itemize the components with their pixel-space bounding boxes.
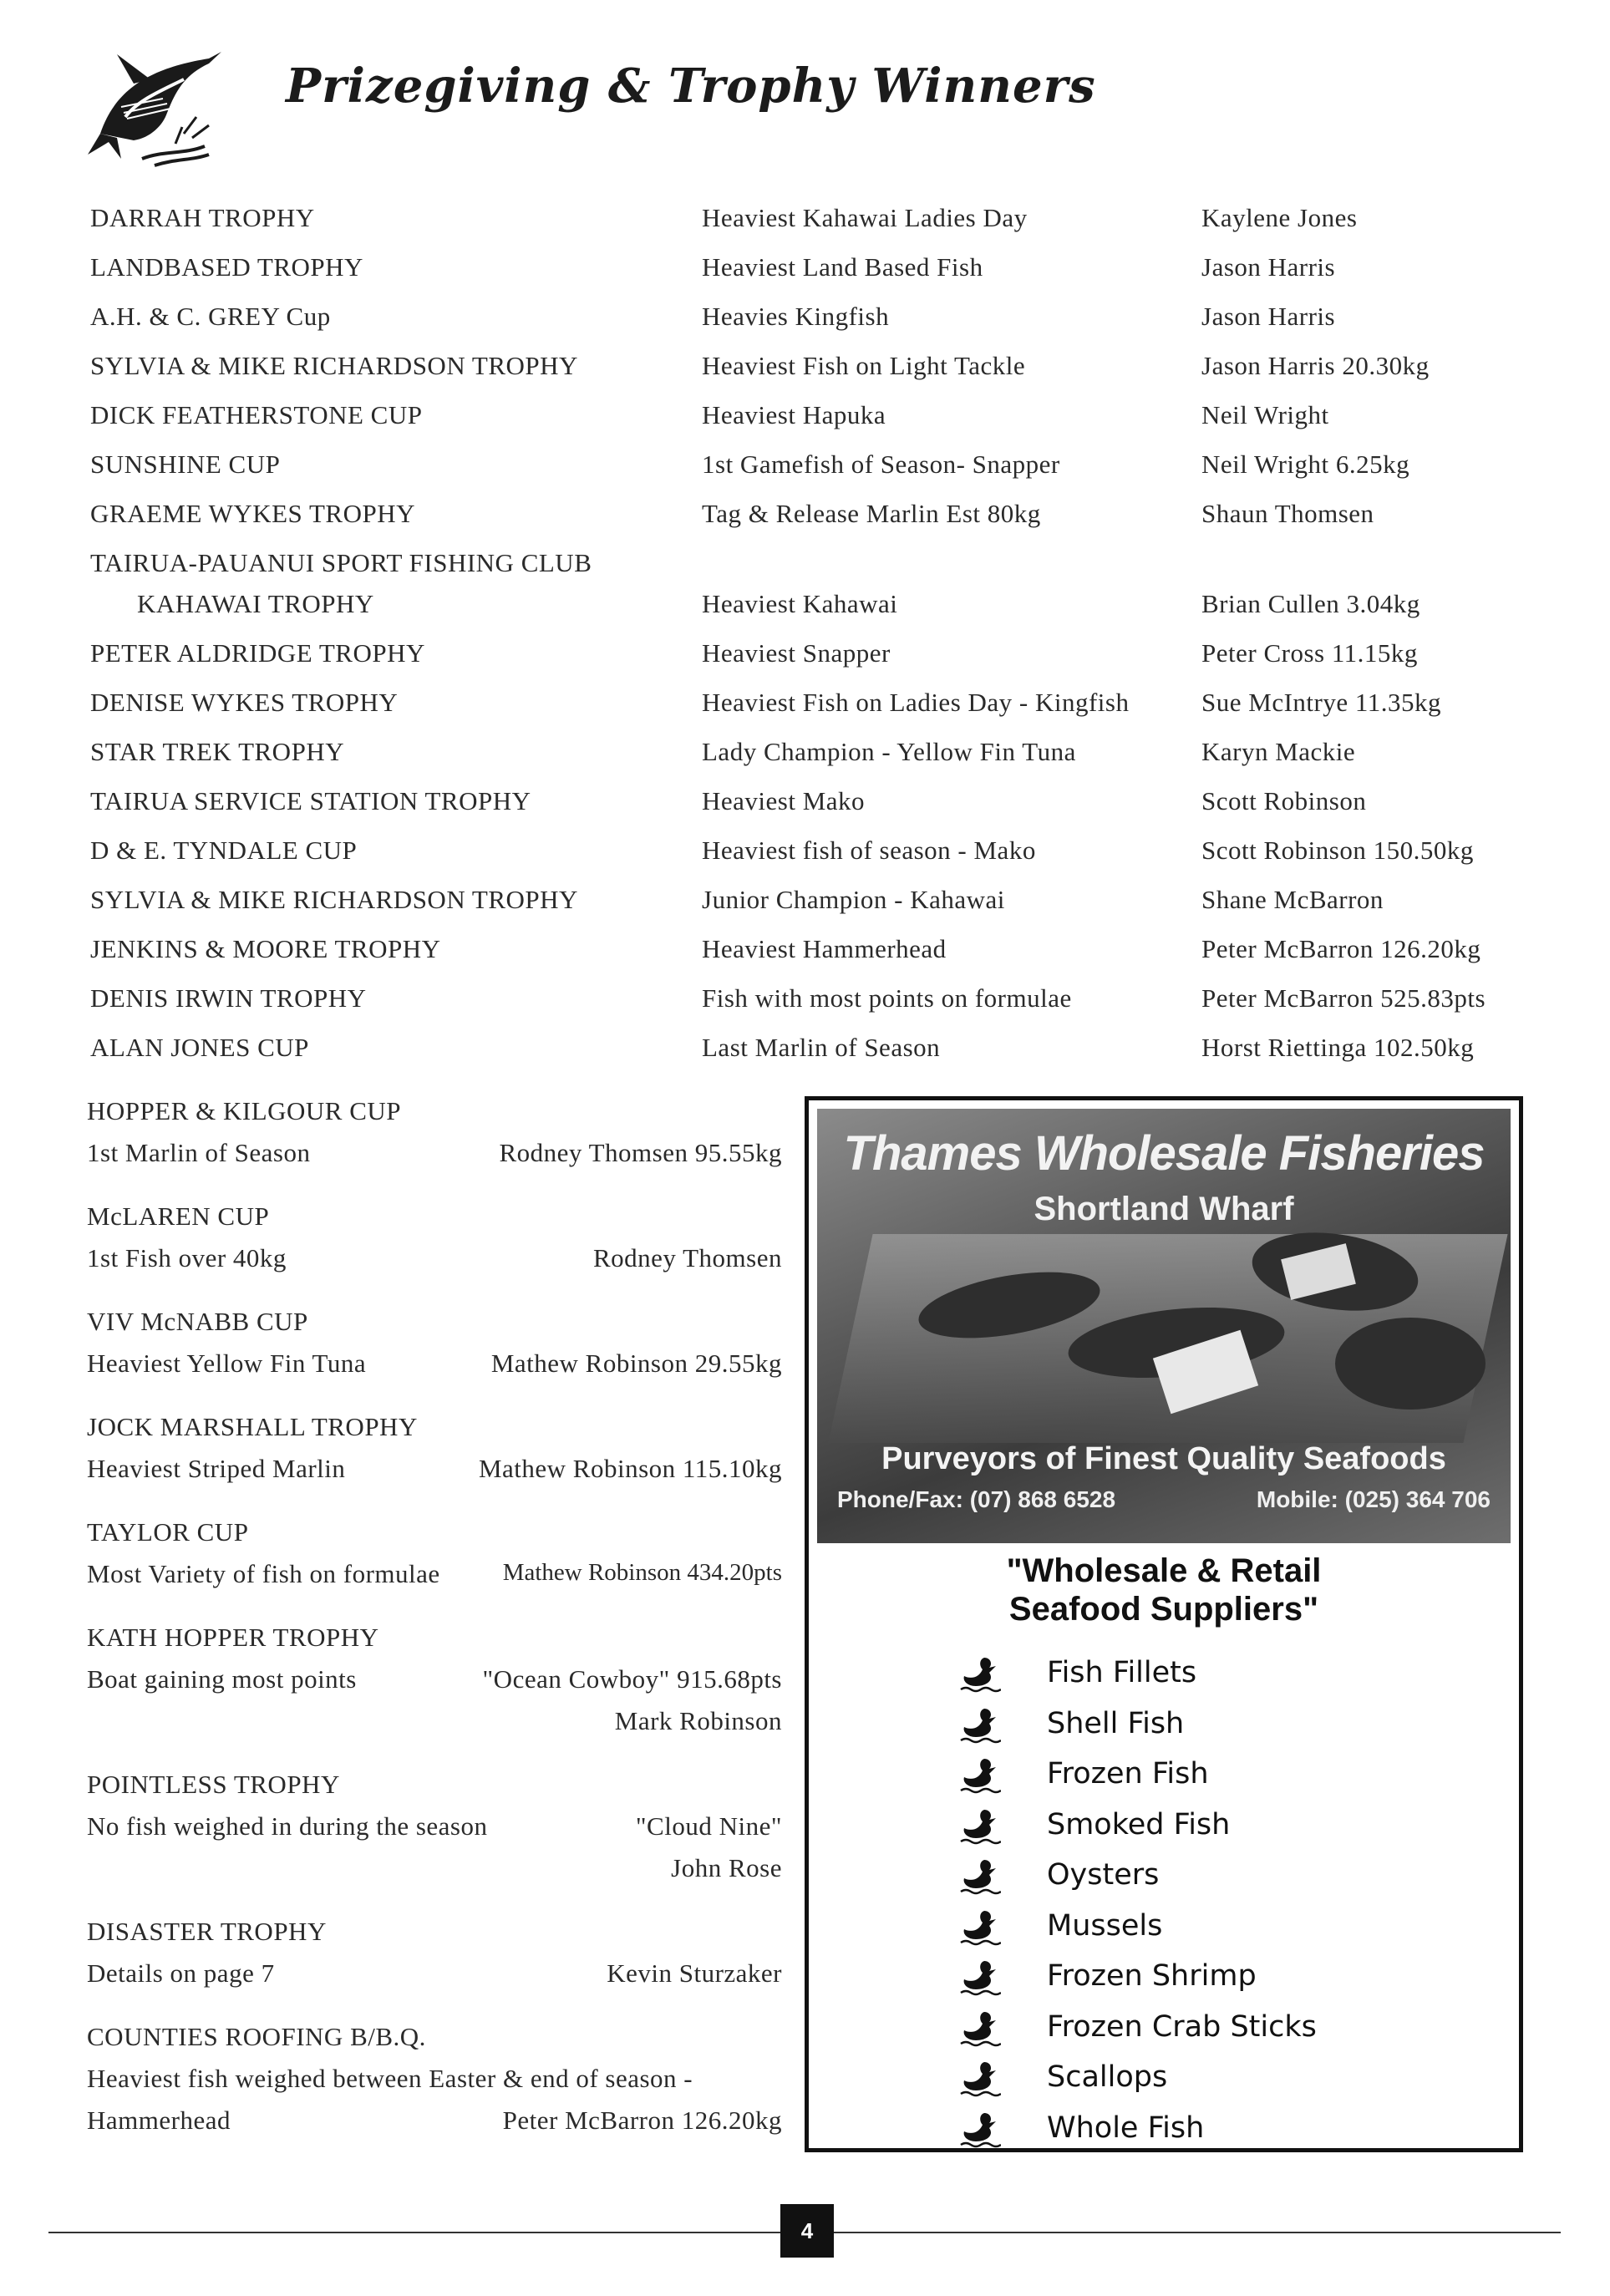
table-row	[0, 548, 1610, 587]
award-entry	[87, 1517, 782, 1601]
trophy-name: STAR TREK TROPHY	[90, 737, 345, 766]
marlin-logo-icon	[84, 33, 226, 167]
table-row	[0, 737, 1610, 775]
page-title: Prizegiving & Trophy Winners	[286, 58, 1096, 114]
product-label: Frozen Fish	[1047, 1757, 1209, 1791]
trophy-category: Heaviest Kahawai	[702, 589, 898, 618]
list-item	[959, 1850, 1317, 1901]
award-description: Heaviest Striped Marlin	[87, 1454, 346, 1483]
ad-tagline-line: "Wholesale & Retail	[1006, 1552, 1322, 1589]
award-winner-skipper: John Rose	[671, 1853, 782, 1882]
product-list	[959, 1648, 1317, 2153]
trophy-name: D & E. TYNDALE CUP	[90, 836, 358, 865]
award-winner: Peter McBarron 126.20kg	[502, 2106, 782, 2135]
award-name: COUNTIES ROOFING B/B.Q.	[87, 2022, 426, 2051]
list-item	[959, 2052, 1317, 2103]
ad-phone: Phone/Fax: (07) 868 6528	[837, 1486, 1116, 1512]
list-item	[959, 1951, 1317, 2002]
award-name: KATH HOPPER TROPHY	[87, 1623, 379, 1652]
trophy-category: Heaviest fish of season - Mako	[702, 836, 1036, 865]
trophy-category: Heaviest Land Based Fish	[702, 252, 983, 282]
ad-tagline	[809, 1552, 1519, 1628]
trophy-name: LANDBASED TROPHY	[90, 252, 363, 282]
award-name: JOCK MARSHALL TROPHY	[87, 1412, 418, 1441]
duck-bullet-icon	[959, 1857, 1001, 1895]
award-name: TAYLOR CUP	[87, 1517, 249, 1547]
award-winner-skipper: Mark Robinson	[614, 1706, 782, 1735]
ad-tagline-line: Seafood Suppliers"	[1008, 1591, 1319, 1628]
award-name: McLAREN CUP	[87, 1201, 270, 1231]
table-row	[0, 934, 1610, 973]
award-entry	[87, 1770, 782, 1895]
award-description: Heaviest Yellow Fin Tuna	[87, 1349, 367, 1378]
table-row	[0, 786, 1610, 825]
ad-location: Shortland Wharf	[1034, 1191, 1294, 1227]
award-description: Most Variety of fish on formulae	[87, 1559, 440, 1588]
trophy-category: Heaviest Hapuka	[702, 400, 886, 429]
table-row	[0, 499, 1610, 537]
product-label: Oysters	[1047, 1858, 1160, 1892]
trophy-winner: Jason Harris	[1201, 302, 1336, 331]
trophy-winner: Scott Robinson	[1201, 786, 1367, 815]
award-winner: Rodney Thomsen 95.55kg	[499, 1138, 782, 1167]
trophy-category: Tag & Release Marlin Est 80kg	[702, 499, 1041, 528]
ad-photo	[817, 1109, 1511, 1543]
table-row	[0, 638, 1610, 677]
duck-bullet-icon	[959, 1755, 1001, 1794]
trophy-winner: Shaun Thomsen	[1201, 499, 1374, 528]
trophy-category: Heavies Kingfish	[702, 302, 890, 331]
trophy-winner: Neil Wright	[1201, 400, 1329, 429]
trophy-category: 1st Gamefish of Season- Snapper	[702, 450, 1060, 479]
list-item	[959, 1901, 1317, 1952]
table-row	[0, 885, 1610, 923]
table-row	[0, 252, 1610, 291]
trophy-name: SUNSHINE CUP	[90, 450, 281, 479]
trophy-name: JENKINS & MOORE TROPHY	[90, 934, 441, 963]
award-name: VIV McNABB CUP	[87, 1307, 308, 1336]
list-item	[959, 1749, 1317, 1800]
table-row	[0, 351, 1610, 389]
trophy-winner: Peter McBarron 126.20kg	[1201, 934, 1481, 963]
list-item	[959, 2103, 1317, 2154]
product-label: Scallops	[1047, 2060, 1168, 2094]
award-name: POINTLESS TROPHY	[87, 1770, 340, 1799]
list-item	[959, 1648, 1317, 1699]
award-description: Heaviest fish weighed between Easter & end of season -	[87, 2064, 693, 2093]
award-winner: Kevin Sturzaker	[607, 1958, 782, 1988]
product-label: Mussels	[1047, 1908, 1163, 1943]
trophy-category: Junior Champion - Kahawai	[702, 885, 1005, 914]
trophy-category: Fish with most points on formulae	[702, 983, 1072, 1013]
list-item	[959, 2002, 1317, 2053]
product-label: Fish Fillets	[1047, 1656, 1197, 1689]
trophy-name: DARRAH TROPHY	[90, 203, 315, 232]
trophy-name: ALAN JONES CUP	[90, 1033, 309, 1062]
award-entry	[87, 2022, 782, 2147]
award-description-continued: Hammerhead	[87, 2106, 231, 2135]
trophy-name-continued: KAHAWAI TROPHY	[137, 589, 374, 618]
trophy-category: Lady Champion - Yellow Fin Tuna	[702, 737, 1076, 766]
trophy-name: SYLVIA & MIKE RICHARDSON TROPHY	[90, 885, 578, 914]
trophy-winner: Horst Riettinga 102.50kg	[1201, 1033, 1475, 1062]
award-entry	[87, 1412, 782, 1496]
duck-bullet-icon	[959, 2009, 1001, 2047]
trophy-name: DENIS IRWIN TROPHY	[90, 983, 367, 1013]
award-name: HOPPER & KILGOUR CUP	[87, 1096, 402, 1125]
trophy-category: Heaviest Mako	[702, 786, 866, 815]
duck-bullet-icon	[959, 1705, 1001, 1744]
award-entry	[87, 1096, 782, 1180]
trophy-name: TAIRUA-PAUANUI SPORT FISHING CLUB	[90, 548, 592, 577]
award-description: Details on page 7	[87, 1958, 275, 1988]
duck-bullet-icon	[959, 1907, 1001, 1946]
ad-slogan: Purveyors of Finest Quality Seafoods	[881, 1441, 1446, 1476]
ad-mobile: Mobile: (025) 364 706	[1256, 1486, 1491, 1512]
product-label: Frozen Crab Sticks	[1047, 2009, 1317, 2044]
award-entry	[87, 1307, 782, 1390]
trophy-name: TAIRUA SERVICE STATION TROPHY	[90, 786, 531, 815]
table-row	[0, 983, 1610, 1022]
award-entry	[87, 1917, 782, 2000]
trophy-name: DICK FEATHERSTONE CUP	[90, 400, 423, 429]
table-row	[0, 203, 1610, 241]
award-winner: Mathew Robinson 115.10kg	[478, 1454, 782, 1483]
duck-bullet-icon	[959, 1654, 1001, 1693]
product-label: Whole Fish	[1047, 2111, 1205, 2145]
ad-business-name: Thames Wholesale Fisheries	[843, 1126, 1485, 1181]
award-winner: Mathew Robinson 434.20pts	[502, 1559, 782, 1586]
award-description: Boat gaining most points	[87, 1664, 357, 1694]
trophy-winner: Brian Cullen 3.04kg	[1201, 589, 1420, 618]
table-row	[0, 400, 1610, 439]
duck-bullet-icon	[959, 1806, 1001, 1845]
trophy-category: Heaviest Kahawai Ladies Day	[702, 203, 1028, 232]
trophy-winner: Kaylene Jones	[1201, 203, 1358, 232]
trophy-winner: Peter Cross 11.15kg	[1201, 638, 1418, 668]
list-item	[959, 1800, 1317, 1851]
product-label: Shell Fish	[1047, 1706, 1185, 1740]
duck-bullet-icon	[959, 2059, 1001, 2097]
trophy-category: Heaviest Snapper	[702, 638, 891, 668]
trophy-winner: Jason Harris	[1201, 252, 1336, 282]
trophy-winner: Jason Harris 20.30kg	[1201, 351, 1430, 380]
trophy-name: A.H. & C. GREY Cup	[90, 302, 331, 331]
award-entry	[87, 1623, 782, 1748]
page-number: 4	[780, 2204, 834, 2258]
award-description: No fish weighed in during the season	[87, 1811, 488, 1841]
table-row	[0, 450, 1610, 488]
product-label: Smoked Fish	[1047, 1807, 1231, 1841]
trophy-name: DENISE WYKES TROPHY	[90, 688, 399, 717]
trophy-winner: Shane McBarron	[1201, 885, 1384, 914]
award-name: DISASTER TROPHY	[87, 1917, 327, 1946]
trophy-name: GRAEME WYKES TROPHY	[90, 499, 415, 528]
trophy-winner: Karyn Mackie	[1201, 737, 1356, 766]
trophy-category: Heaviest Fish on Light Tackle	[702, 351, 1026, 380]
table-row	[0, 302, 1610, 340]
advertisement	[805, 1096, 1523, 2152]
duck-bullet-icon	[959, 2110, 1001, 2148]
trophy-name: SYLVIA & MIKE RICHARDSON TROPHY	[90, 351, 578, 380]
award-winner: Mathew Robinson 29.55kg	[490, 1349, 782, 1378]
table-row	[0, 589, 1610, 627]
table-row	[0, 688, 1610, 726]
table-row	[0, 836, 1610, 874]
award-entry	[87, 1201, 782, 1285]
list-item	[959, 1699, 1317, 1750]
trophy-name: PETER ALDRIDGE TROPHY	[90, 638, 425, 668]
award-winner: "Ocean Cowboy" 915.68pts	[482, 1664, 782, 1694]
trophy-winner: Sue McIntrye 11.35kg	[1201, 688, 1441, 717]
trophy-winner: Scott Robinson 150.50kg	[1201, 836, 1474, 865]
trophy-category: Heaviest Fish on Ladies Day - Kingfish	[702, 688, 1130, 717]
award-description: 1st Fish over 40kg	[87, 1243, 287, 1272]
table-row	[0, 1033, 1610, 1071]
trophy-winner: Neil Wright 6.25kg	[1201, 450, 1410, 479]
award-winner: Rodney Thomsen	[593, 1243, 782, 1272]
award-winner: "Cloud Nine"	[635, 1811, 782, 1841]
trophy-winner: Peter McBarron 525.83pts	[1201, 983, 1486, 1013]
award-description: 1st Marlin of Season	[87, 1138, 311, 1167]
trophy-category: Heaviest Hammerhead	[702, 934, 947, 963]
product-label: Frozen Shrimp	[1047, 1959, 1257, 1993]
trophy-category: Last Marlin of Season	[702, 1033, 941, 1062]
duck-bullet-icon	[959, 1958, 1001, 1996]
